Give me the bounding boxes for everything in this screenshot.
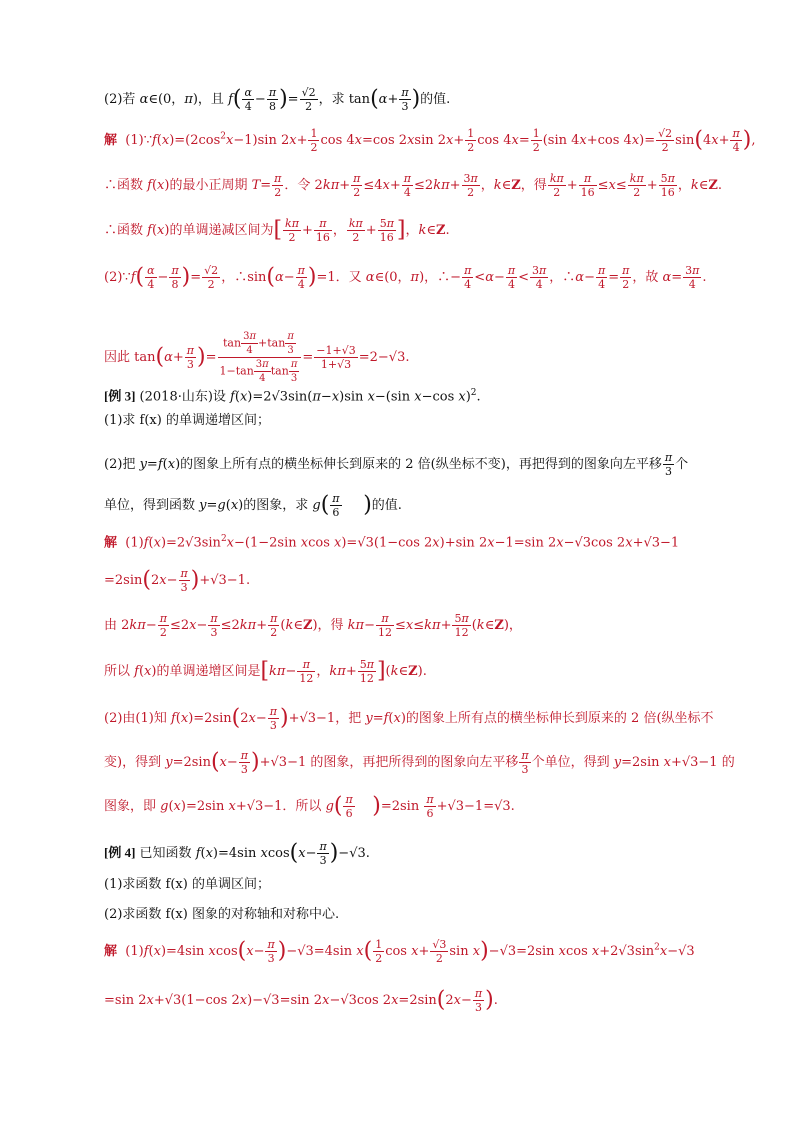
example-4-tag: [例 4] — [104, 845, 136, 860]
solution-2-line-b: 因此 tan(α+ $\frac{\pi}{3}$ )= tan $\frac{3\pi}{4}$ +tan $\frac{\pi}{3}$ 1−tan $\frac{3\pi}{4}$ tan $\frac{\pi}{3}$ = $\frac{-1+√3}{1+√3}$ =2−√3. — [104, 331, 410, 384]
example-4-solution-1b: =sin 2x+√3(1−cos 2x)−√3=sin 2x−√3cos 2x=2sin(2x− $\frac{\pi}{3}$ ). — [104, 987, 498, 1014]
solution-1-line-b: ∴函数 f(x)的最小正周期 T= $\frac{\pi}{2}$ ．令 2kπ+ $\frac{\pi}{2}$ ≤4x+ $\frac{\pi}{4}$ ≤2kπ+ $\frac{3\pi}{2}$ ，k∈Z，得 $\frac{k\pi}{2}$ + $\frac{\pi}{16}$ ≤x≤ $\frac{k\pi}{2}$ + $\frac{5\pi}{16}$ ，k∈Z. — [104, 172, 722, 199]
example-3-question-2b: 单位，得到函数 y=g(x)的图象，求 g( $\frac{\pi}{6}$ )的值. — [104, 492, 402, 519]
example-3-question-2a: (2)把 y=f(x)的图象上所有点的横坐标伸长到原来的 2 倍(纵坐标不变)，再把得到的图象向左平移 $\frac{\pi}{3}$ 个 — [104, 451, 689, 478]
example-4-question-2: (2)求函数 f(x) 图象的对称轴和对称中心. — [104, 907, 340, 922]
example-4-statement: [例 4] 已知函数 f(x)=4sin xcos(x− $\frac{\pi}{3}$ )−√3. — [104, 840, 370, 867]
solution-1-line-c: ∴函数 f(x)的单调递减区间为[ $\frac{k\pi}{2}$ + $\frac{\pi}{16}$ ， $\frac{k\pi}{2}$ + $\frac{5\pi}{16}$ ]，k∈Z. — [104, 217, 450, 244]
example-4-solution-1a: 解 (1)f(x)=4sin xcos(x− $\frac{\pi}{3}$ )−√3=4sin x( $\frac{1}{2}$ cos x+ $\frac{√3}{2}$ sin x)−√3=2sin xcos $x+2√3\sin^2x-√3$ — [104, 938, 695, 965]
example-4-question-1: (1)求函数 f(x) 的单调区间； — [104, 877, 270, 892]
example-3-solution-2b: 变)，得到 y=2sin(x− $\frac{\pi}{3}$ )+√3−1 的图象，再把所得到的图象向左平移 $\frac{\pi}{3}$ 个单位，得到 y=2sin x+√3−1 的 — [104, 749, 735, 776]
solution-1-line-a: 解 $(1)\because f(x)=(2\cos^2x-1)\sin$ 2x+ $\frac{1}{2}$ cos 4x=cos 2xsin 2x+ $\frac{1}{2}$ cos 4x= $\frac{1}{2}$ (sin 4x+cos 4x)= $\frac{√2}{2}$ sin(4x+ $\frac{\pi}{4}$ ), — [104, 127, 756, 154]
example-3-solution-1a: 解 $(1)f(x)=2√3\sin^2x-(1-2\sin$ xcos x)=√3(1−cos 2x)+sin 2x−1=sin 2x−√3cos 2x+√3−1 — [104, 534, 680, 551]
problem-2-question: (2)若 α∈(0，π)，且 f( $\frac{\alpha}{4}$ − $\frac{\pi}{8}$ )= $\frac{√2}{2}$ ，求 tan(α+ $\frac{\pi}{3}$ )的值. — [104, 86, 451, 113]
example-3-tag: [例 3] — [104, 388, 136, 404]
example-3-solution-1d: 所以 f(x)的单调递增区间是[kπ− $\frac{\pi}{12}$ ，kπ+ $\frac{5\pi}{12}$ ](k∈Z). — [104, 658, 427, 685]
example-3-solution-2a: (2)由(1)知 f(x)=2sin(2x− $\frac{\pi}{3}$ )+√3−1，把 y=f(x)的图象上所有点的横坐标伸长到原来的 2 倍(纵坐标不 — [104, 705, 714, 732]
example-3-question-1: (1)求 f(x) 的单调递增区间； — [104, 413, 270, 428]
example-3-solution-1b: =2sin(2x− $\frac{\pi}{3}$ )+√3−1. — [104, 567, 251, 594]
solution-2-line-a: (2)∵f( $\frac{\alpha}{4}$ − $\frac{\pi}{8}$ )= $\frac{√2}{2}$ ，∴sin(α− $\frac{\pi}{4}$ )=1．又 α∈(0，π)，∴− $\frac{\pi}{4}$ <α− $\frac{\pi}{4}$ < $\frac{3\pi}{4}$ ，∴α− $\frac{\pi}{4}$ = $\frac{\pi}{2}$ ，故 α= $\frac{3\pi}{4}$ . — [104, 264, 707, 291]
example-3-solution-2c: 图象，即 g(x)=2sin x+√3−1．所以 g( $\frac{\pi}{6}$ )=2sin $\frac{\pi}{6}$ +√3−1=√3. — [104, 793, 515, 820]
example-3-statement: [例 3] (2018·山东)设 f(x)=2√3sin(π−x)sin x−(sin x−cos x)$^2$. — [104, 388, 481, 405]
solution-label: 解 — [104, 132, 118, 147]
example-3-solution-1c: 由 2kπ− $\frac{\pi}{2}$ ≤2x− $\frac{\pi}{3}$ ≤2kπ+ $\frac{\pi}{2}$ (k∈Z)，得 kπ− $\frac{\pi}{12}$ ≤x≤kπ+ $\frac{5\pi}{12}$ (k∈Z)， — [104, 612, 522, 639]
